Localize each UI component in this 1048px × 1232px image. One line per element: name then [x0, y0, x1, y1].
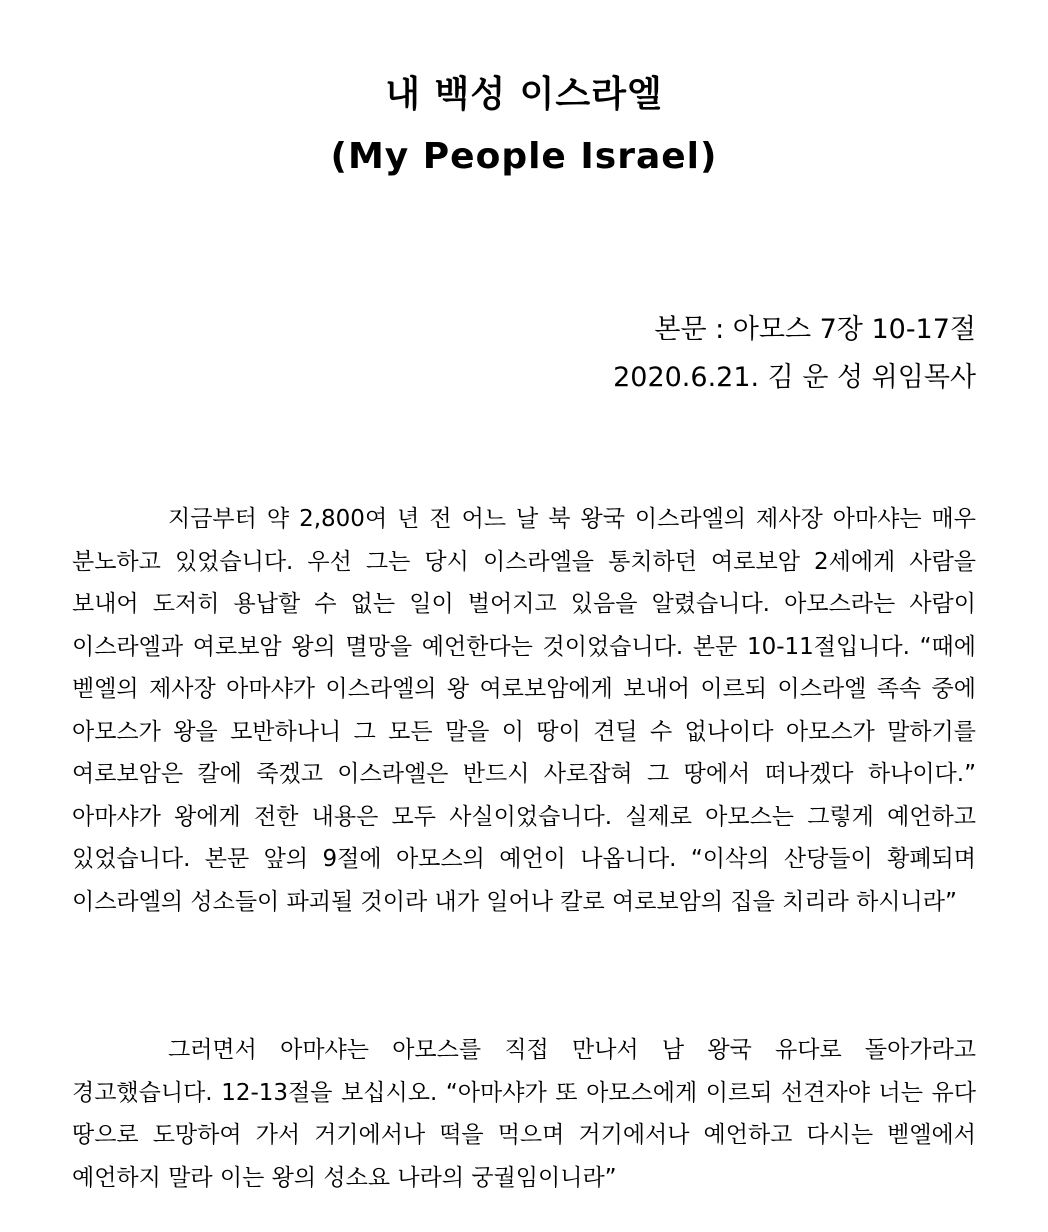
date-and-author: 2020.6.21. 김 운 성 위임목사	[613, 362, 976, 393]
paragraph-text: 지금부터 약 2,800여 년 전 어느 날 북 왕국 이스라엘의 제사장 아마샤는 매우 분노하고 있었습니다. 우선 그는 당시 이스라엘을 통치하던 여로보암 2세에게 사람을 보내어 도저히 용납할 수 없는 일이 벌어지고 있음을 알렸습니다. 아모스라는 사람이 이스라엘과 여로보암 왕의 멸망을 예언한다는 것이었습니다. 본문 10-11절입니다. “때에 벧엘의 제사장 아마샤가 이스라엘의 왕 여로보암에게 보내어 이르되 이스라엘 족속 중에 아모스가 왕을 모반하나니 그 모든 말을 이 땅이 견딜 수 없나이다 아모스가 말하기를 여로보암은 칼에 죽겠고 이스라엘은 반드시 사로잡혀 그 땅에서 떠나겠다 하나이다.” 아마샤가 왕에게 전한 내용은 모두 사실이었습니다. 실제로 아모스는 그렇게 예언하고 있었습니다. 본문 앞의 9절에 아모스의 예언이 나옵니다. “이삭의 산당들이 황폐되며 이스라엘의 성소들이 파괴될 것이라 내가 일어나 칼로 여로보암의 집을 치리라 하시니라”	[72, 506, 976, 915]
sermon-title	[0, 64, 1048, 188]
title-english: (My People Israel)	[330, 136, 718, 177]
paragraph-text: 그러면서 아마샤는 아모스를 직접 만나서 남 왕국 유다로 돌아가라고 경고했습니다. 12-13절을 보십시오. “아마샤가 또 아모스에게 이르되 선견자야 너는 유다 땅으로 도망하여 가서 거기에서나 떡을 먹으며 거기에서나 예언하고 다시는 벧엘에서 예언하지 말라 이는 왕의 성소요 나라의 궁궐임이니라”	[72, 1037, 976, 1191]
sermon-meta	[613, 306, 976, 402]
title-korean: 내 백성 이스라엘	[385, 74, 663, 115]
body-paragraph	[72, 1029, 976, 1199]
body-paragraph	[72, 498, 976, 923]
scripture-reference: 본문 : 아모스 7장 10-17절	[654, 314, 976, 345]
